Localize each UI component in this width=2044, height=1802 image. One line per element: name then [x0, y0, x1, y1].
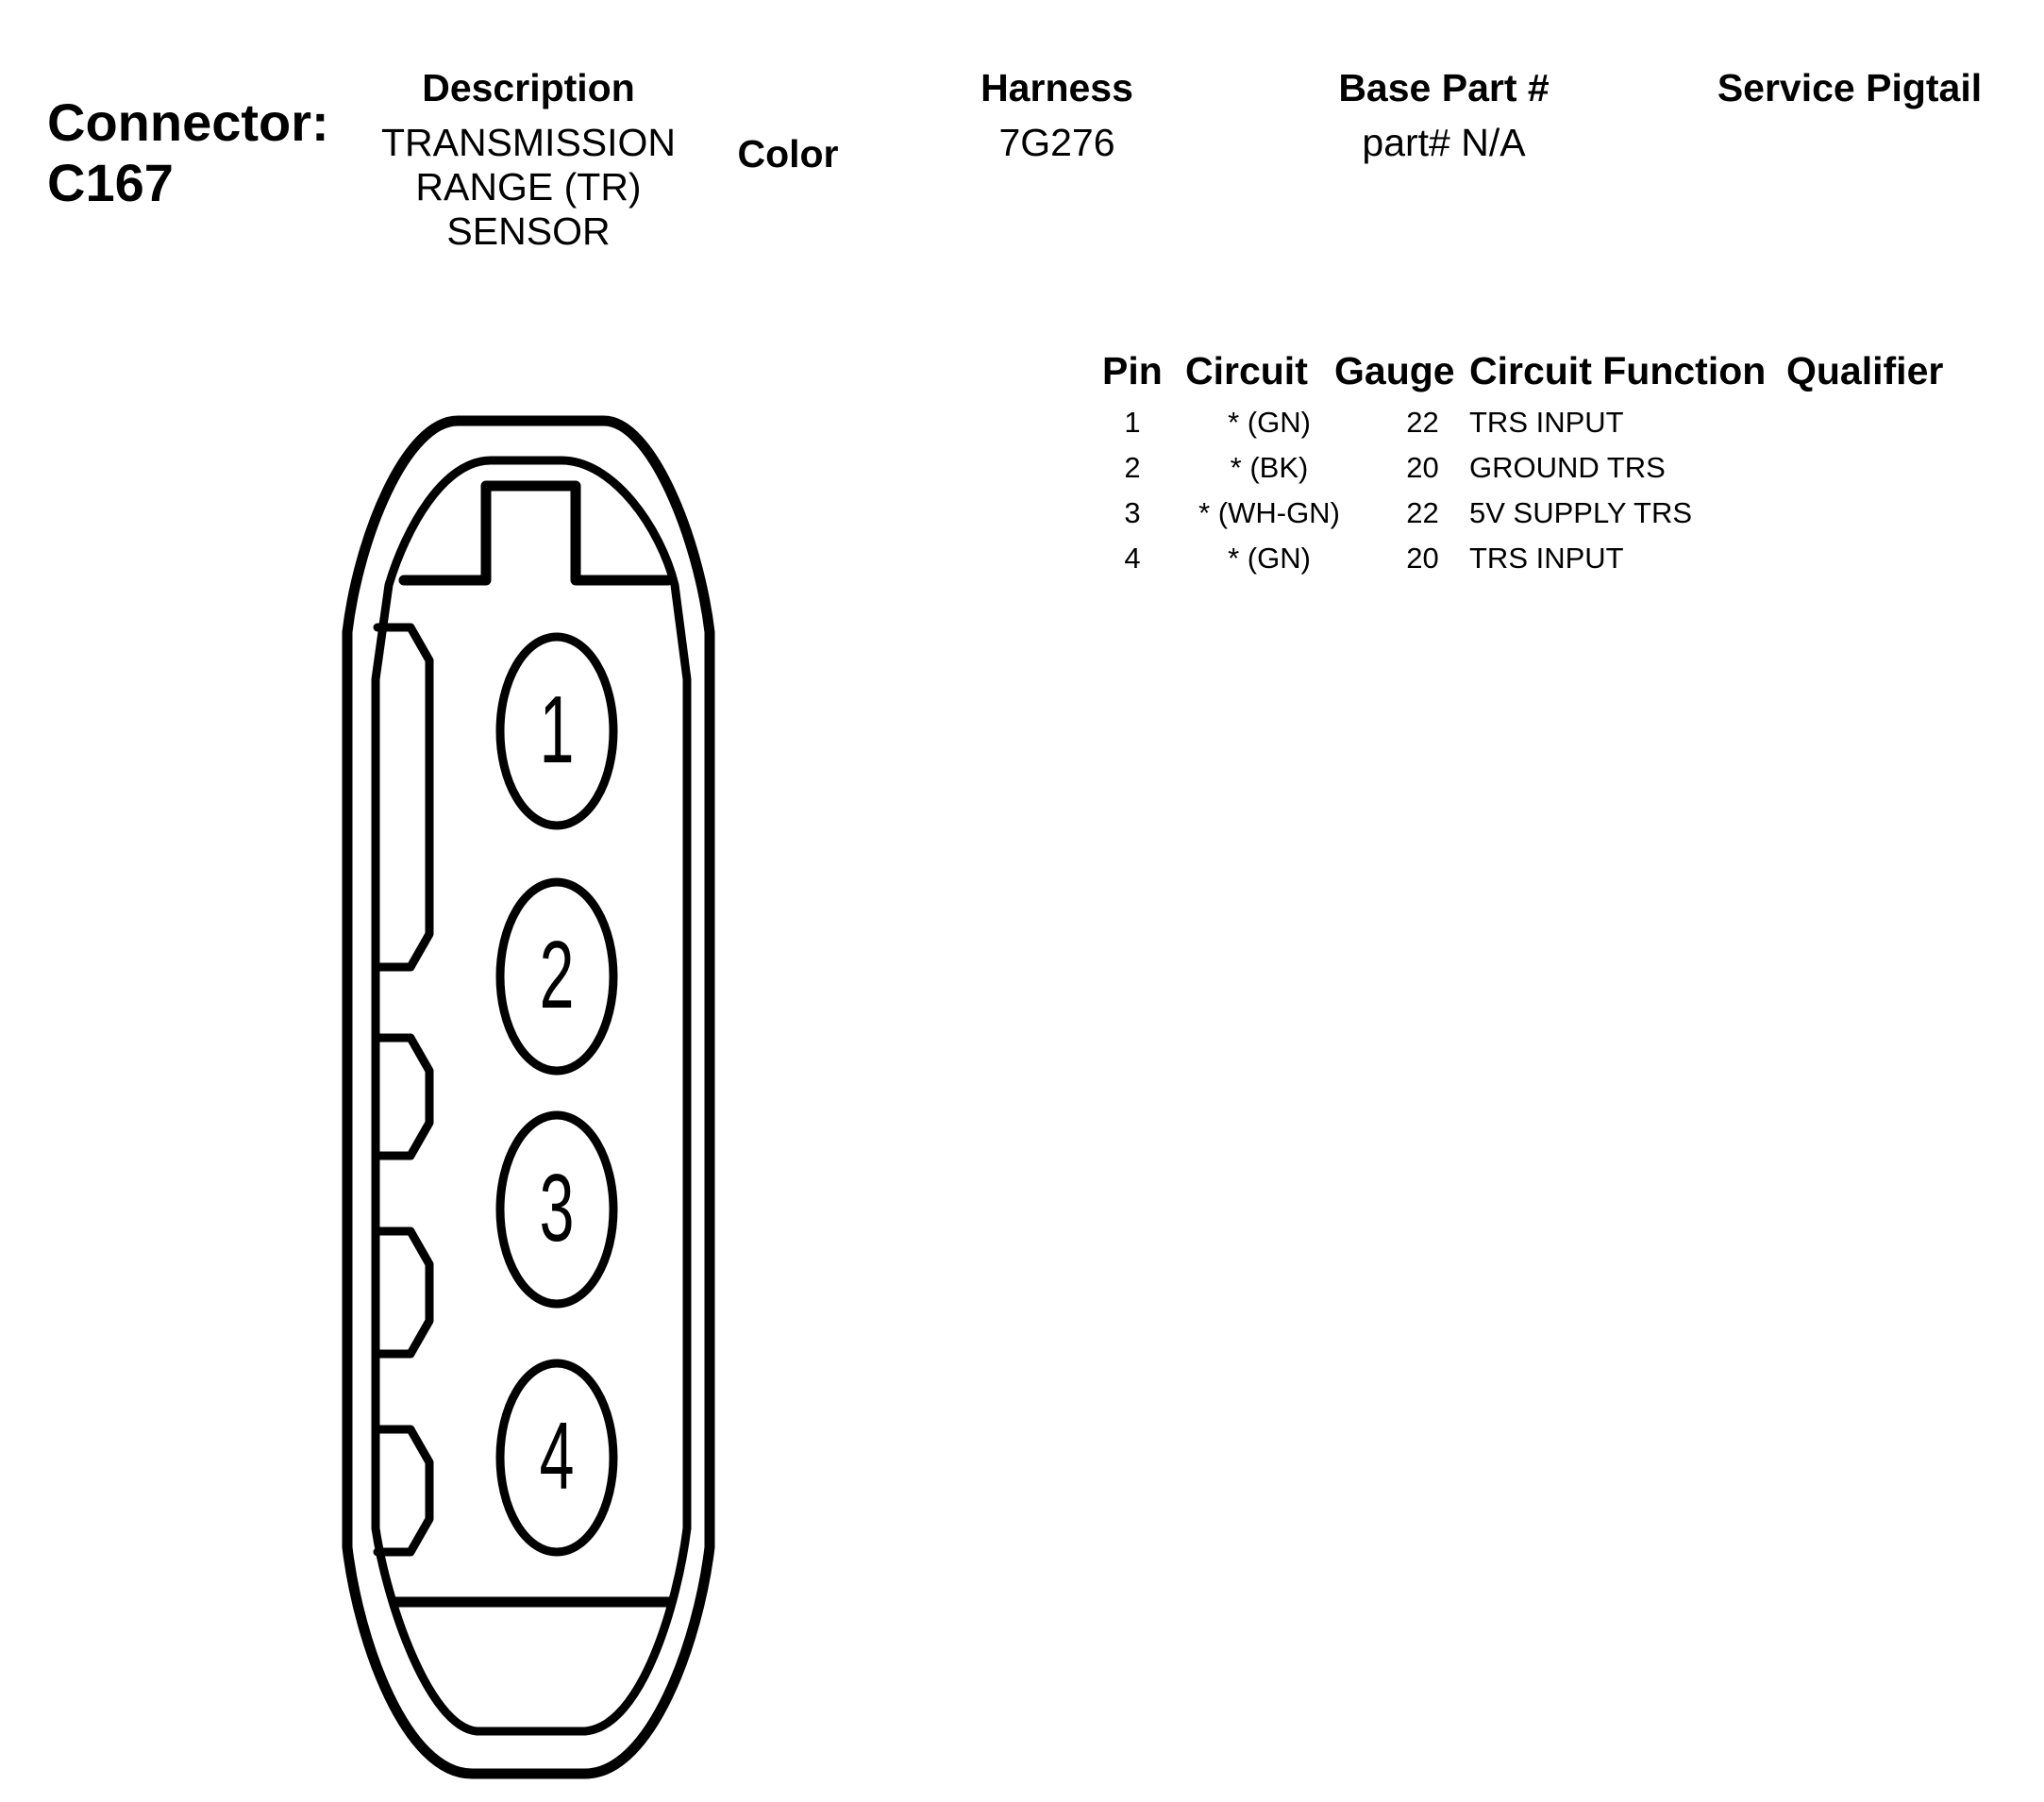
harness-value: 7G276	[998, 121, 1115, 164]
pin-cell: 2	[1124, 451, 1141, 484]
function-cell: 5V SUPPLY TRS	[1469, 496, 1693, 529]
function-cell: GROUND TRS	[1469, 451, 1666, 484]
connector-label: Connector:	[47, 92, 329, 152]
pin-cell: 3	[1124, 496, 1141, 529]
pin-label-1: 1	[539, 677, 575, 784]
function-cell: TRS INPUT	[1469, 406, 1624, 439]
description-header: Description	[422, 66, 635, 109]
gauge-cell: 20	[1406, 451, 1439, 484]
pin-label-2: 2	[539, 923, 575, 1029]
base-part-header: Base Part #	[1338, 66, 1550, 109]
function-cell: TRS INPUT	[1469, 542, 1624, 575]
circuit-column-header: Circuit	[1185, 349, 1308, 392]
circuit-cell: * (GN)	[1228, 542, 1311, 575]
circuit-cell: * (BK)	[1230, 451, 1309, 484]
description-line: TRANSMISSION	[380, 121, 677, 164]
gauge-column-header: Gauge	[1334, 349, 1455, 392]
connector-side-rib	[377, 1038, 429, 1156]
pin-cell: 4	[1124, 542, 1141, 575]
harness-header: Harness	[980, 66, 1133, 109]
description-line: SENSOR	[446, 209, 611, 253]
circuit-cell: * (WH-GN)	[1198, 496, 1340, 529]
connector-id: C167	[47, 153, 174, 212]
gauge-cell: 20	[1406, 542, 1439, 575]
base-part-value: part# N/A	[1362, 121, 1526, 164]
pin-label-4: 4	[539, 1404, 575, 1510]
connector-side-rib	[377, 1429, 429, 1552]
pin-cell: 1	[1124, 406, 1141, 439]
pin-column-header: Pin	[1102, 349, 1163, 392]
gauge-cell: 22	[1406, 496, 1439, 529]
color-header: Color	[737, 132, 839, 175]
gauge-cell: 22	[1406, 406, 1439, 439]
qualifier-column-header: Qualifier	[1786, 349, 1944, 392]
circuit-function-column-header: Circuit Function	[1469, 349, 1767, 392]
description-line: RANGE (TR)	[415, 165, 642, 209]
connector-side-rib	[377, 1231, 429, 1354]
connector-side-rib	[377, 627, 429, 967]
service-pigtail-header: Service Pigtail	[1717, 66, 1983, 109]
pin-label-3: 3	[539, 1156, 575, 1262]
circuit-cell: * (GN)	[1228, 406, 1311, 439]
